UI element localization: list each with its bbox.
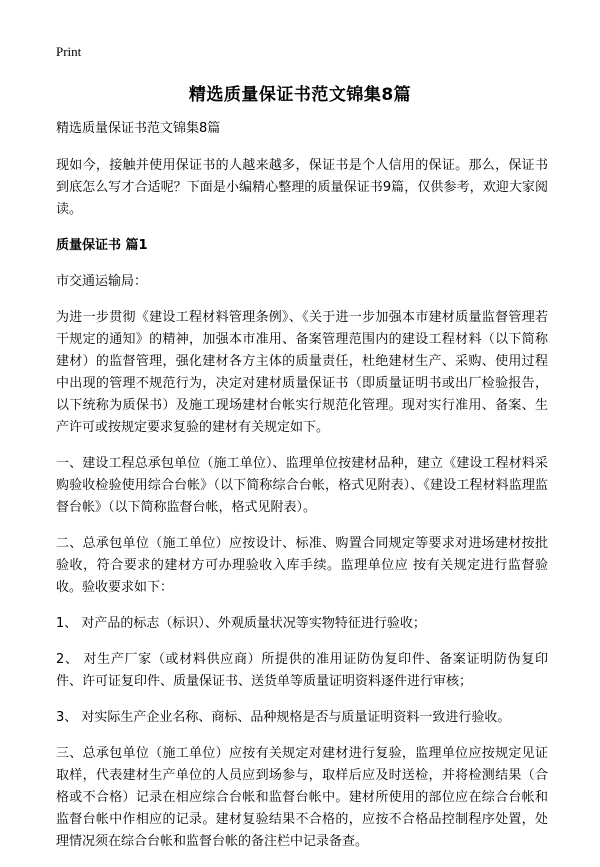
section-heading: 质量保证书 篇1	[56, 238, 148, 253]
document-title: 精选质量保证书范文锦集8篇	[188, 85, 412, 105]
print-link[interactable]: Print	[56, 44, 82, 59]
list-item-paragraph: 1、 对产品的标志（标识）、外观质量状况等实物特征进行验收；	[56, 616, 426, 631]
list-item-paragraph: 3、 对实际生产企业名称、商标、品种规格是否与质量证明资料一致进行验收。	[56, 710, 511, 725]
intro-paragraph: 现如今，接触并使用保证书的人越来越多，保证书是个人信用的保证。那么，保证书到底怎么写才合适呢？下面是小编精心整理的质量保证书9篇，仅供参考，欢迎大家阅读。	[56, 158, 548, 217]
document-body	[56, 118, 548, 867]
body-paragraph: 一、建设工程总承包单位（施工单位）、监理单位按建材品种，建立《建设工程材料采购验收检验使用综合台帐》（以下简称综合台帐，格式见附表）、《建设工程材料监理监督台帐》（以下简称监督台帐，格式见附表）。	[56, 456, 548, 515]
list-item-paragraph: 2、 对生产厂家（或材料供应商）所提供的准用证防伪复印件、备案证明防伪复印件、许可证复印件、质量保证书、送货单等质量证明资料逐件进行审核；	[56, 652, 548, 689]
salutation-paragraph: 市交通运输局：	[56, 274, 148, 289]
body-paragraph: 三、总承包单位（施工单位）应按有关规定对建材进行复验，监理单位应按规定见证取样，代表建材生产单位的人员应到场参与，取样后应及时送检，并将检测结果（合格或不合格）记录在相应综合台帐和监督台帐中。建材所使用的部位应在综合台帐和监督台帐中作相应的记录。建材复验结果不合格的，应按不合格品控制程序处置，处理情况须在综合台帐和监督台帐的备注栏中记录备查。	[56, 746, 548, 849]
body-paragraph: 为进一步贯彻《建设工程材料管理条例》、《关于进一步加强本市建材质量监督管理若干规定的通知》的精神，加强本市准用、备案管理范围内的建设工程材料（以下简称建材）的监督管理，强化建材各方主体的质量责任，杜绝建材生产、采购、使用过程中出现的管理不规范行为，决定对建材质量保证书（即质量证明书或出厂检验报告，以下统称为质保书）及施工现场建材台帐实行规范化管理。现对实行准用、备案、生产许可或按规定要求复验的建材有关规定如下。	[56, 310, 548, 435]
document-subtitle: 精选质量保证书范文锦集8篇	[56, 121, 221, 136]
body-paragraph: 二、总承包单位（施工单位）应按设计、标准、购置合同规定等要求对进场建材按批验收，符合要求的建材方可办理验收入库手续。监理单位应 按有关规定进行监督验收。验收要求如下：	[56, 536, 548, 595]
